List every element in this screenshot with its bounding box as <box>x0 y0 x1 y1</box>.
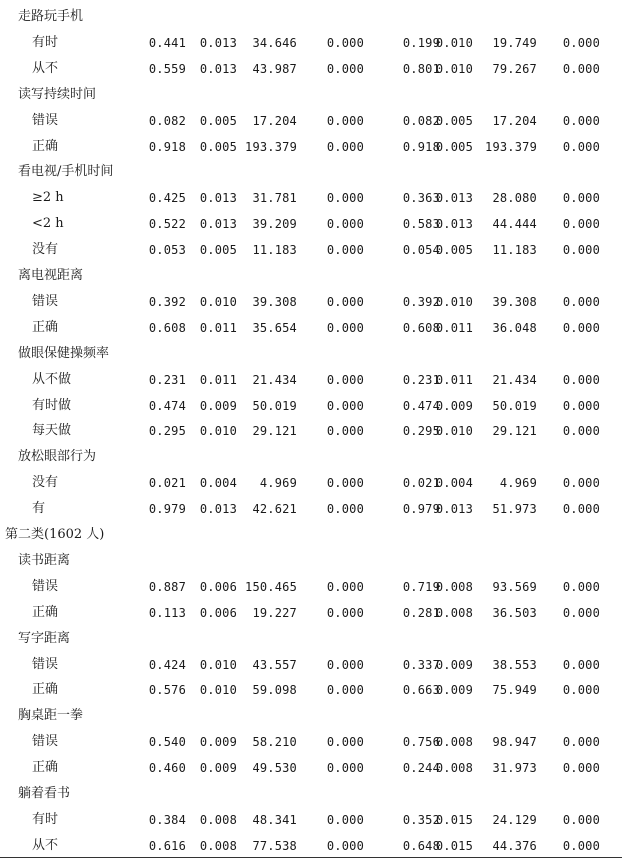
table-cell: 0.000 <box>562 191 600 206</box>
table-cell: 0.082 <box>402 113 440 128</box>
table-cell: 193.379 <box>485 139 537 154</box>
table-row <box>0 677 625 703</box>
table-cell: 0.000 <box>562 838 600 853</box>
table-cell: 0.008 <box>435 605 473 620</box>
table-cell: 0.000 <box>326 683 364 698</box>
table-cell: 0.000 <box>562 424 600 439</box>
group-row <box>0 781 625 807</box>
table-cell: 0.008 <box>199 838 237 853</box>
table-cell: 50.019 <box>252 398 297 413</box>
table-cell: 0.000 <box>326 191 364 206</box>
table-row <box>0 315 625 341</box>
table-cell: 19.749 <box>492 35 537 50</box>
table-cell: 0.979 <box>148 502 186 517</box>
table-cell: 0.199 <box>402 35 440 50</box>
table-cell: 0.522 <box>148 217 186 232</box>
table-row <box>0 30 625 56</box>
group-label: 读书距离 <box>18 552 71 568</box>
row-label: 没有 <box>32 242 59 258</box>
table-row <box>0 367 625 393</box>
table-cell: 0.392 <box>402 294 440 309</box>
table-cell: 0.000 <box>326 476 364 491</box>
table-cell: 0.000 <box>562 35 600 50</box>
table-cell: 0.005 <box>435 139 473 154</box>
group-row <box>0 4 625 30</box>
table-cell: 0.006 <box>199 579 237 594</box>
table-cell: 0.000 <box>562 502 600 517</box>
table-row <box>0 729 625 755</box>
table-row <box>0 56 625 82</box>
table-cell: 0.010 <box>435 294 473 309</box>
group-row <box>0 82 625 108</box>
table-cell: 0.576 <box>148 683 186 698</box>
table-cell: 59.098 <box>252 683 297 698</box>
table-cell: 4.969 <box>259 476 297 491</box>
group-row <box>0 263 625 289</box>
table-cell: 0.008 <box>435 579 473 594</box>
table-cell: 0.010 <box>199 683 237 698</box>
table-cell: 0.979 <box>402 502 440 517</box>
table-row <box>0 574 625 600</box>
table-cell: 0.005 <box>435 243 473 258</box>
table-cell: 0.540 <box>148 735 186 750</box>
table-cell: 11.183 <box>252 243 297 258</box>
group-label: 躺着看书 <box>18 786 71 801</box>
table-cell: 0.004 <box>435 476 473 491</box>
table-cell: 0.616 <box>148 838 186 853</box>
table-cell: 0.392 <box>148 294 186 309</box>
table-cell: 0.011 <box>199 320 237 335</box>
table-cell: 0.008 <box>199 812 237 827</box>
table-cell: 0.113 <box>148 605 186 620</box>
table-cell: 0.005 <box>435 113 473 128</box>
row-label: 从不 <box>32 60 59 76</box>
table-cell: 0.009 <box>199 735 237 750</box>
table-cell: 19.227 <box>252 605 297 620</box>
row-label: 正确 <box>32 682 59 698</box>
table-row <box>0 470 625 496</box>
table-cell: 0.005 <box>199 243 237 258</box>
table-cell: 0.281 <box>402 605 440 620</box>
table-cell: 0.231 <box>148 372 186 387</box>
table-cell: 0.000 <box>326 579 364 594</box>
table-cell: 0.082 <box>148 113 186 128</box>
row-label: 每天做 <box>32 423 72 439</box>
table-cell: 0.474 <box>148 398 186 413</box>
table-cell: 0.000 <box>562 372 600 387</box>
table-cell: 79.267 <box>492 61 537 76</box>
table-cell: 0.000 <box>562 139 600 154</box>
group-label: 写字距离 <box>18 630 71 646</box>
row-label: 有时 <box>32 811 59 827</box>
table-cell: 0.000 <box>562 294 600 309</box>
table-cell: 17.204 <box>492 113 537 128</box>
table-cell: 0.013 <box>435 217 473 232</box>
table-cell: 0.013 <box>199 35 237 50</box>
row-label: 错误 <box>32 112 59 128</box>
table-cell: 0.000 <box>326 217 364 232</box>
table-row <box>0 755 625 781</box>
table-cell: 0.000 <box>326 838 364 853</box>
table-row <box>0 833 625 859</box>
table-cell: 0.000 <box>326 61 364 76</box>
table-cell: 58.210 <box>252 735 297 750</box>
table-cell: 4.969 <box>499 476 537 491</box>
row-label: 从不 <box>32 837 59 853</box>
table-cell: 0.006 <box>199 605 237 620</box>
table-cell: 0.011 <box>435 320 473 335</box>
table-cell: 35.654 <box>252 320 297 335</box>
table-cell: 0.000 <box>326 320 364 335</box>
table-cell: 39.308 <box>492 294 537 309</box>
table-cell: 150.465 <box>245 579 297 594</box>
table-cell: 24.129 <box>492 812 537 827</box>
group-label: 放松眼部行为 <box>18 449 97 465</box>
table-cell: 0.000 <box>326 812 364 827</box>
table-cell: 0.013 <box>199 61 237 76</box>
table-cell: 50.019 <box>492 398 537 413</box>
table-cell: 44.444 <box>492 217 537 232</box>
table-row <box>0 807 625 833</box>
row-label: 有时做 <box>32 397 72 413</box>
row-label: 有时 <box>32 34 59 50</box>
group-row <box>0 703 625 729</box>
group-label: 胸桌距一拳 <box>18 708 84 724</box>
table-cell: 0.000 <box>562 243 600 258</box>
table-cell: 43.557 <box>252 657 297 672</box>
table-cell: 29.121 <box>492 424 537 439</box>
table-cell: 0.000 <box>562 657 600 672</box>
table-cell: 0.010 <box>199 657 237 672</box>
table-cell: 0.244 <box>402 761 440 776</box>
table-cell: 42.621 <box>252 502 297 517</box>
table-cell: 0.583 <box>402 217 440 232</box>
table-cell: 0.000 <box>326 372 364 387</box>
table-cell: 0.013 <box>199 217 237 232</box>
row-label: 从不做 <box>32 371 72 387</box>
table-cell: 0.010 <box>435 61 473 76</box>
table-cell: 0.295 <box>402 424 440 439</box>
table-cell: 0.000 <box>562 761 600 776</box>
table-cell: 0.000 <box>326 243 364 258</box>
table-cell: 0.000 <box>562 579 600 594</box>
table-cell: 36.503 <box>492 605 537 620</box>
row-label: 错误 <box>32 734 59 750</box>
table-row <box>0 652 625 678</box>
row-label: <2 h <box>32 216 64 232</box>
table-cell: 0.000 <box>326 657 364 672</box>
table-cell: 38.553 <box>492 657 537 672</box>
table-cell: 0.000 <box>326 113 364 128</box>
table-cell: 48.341 <box>252 812 297 827</box>
table-cell: 0.000 <box>326 424 364 439</box>
table-cell: 11.183 <box>492 243 537 258</box>
group-row <box>0 626 625 652</box>
table-cell: 0.887 <box>148 579 186 594</box>
table-cell: 17.204 <box>252 113 297 128</box>
table-cell: 0.000 <box>562 398 600 413</box>
table-cell: 0.000 <box>326 139 364 154</box>
table-cell: 0.460 <box>148 761 186 776</box>
table-cell: 31.781 <box>252 191 297 206</box>
table-cell: 0.441 <box>148 35 186 50</box>
table-cell: 0.005 <box>199 113 237 128</box>
table-cell: 0.000 <box>326 761 364 776</box>
table-cell: 93.569 <box>492 579 537 594</box>
table-row <box>0 185 625 211</box>
table-cell: 0.295 <box>148 424 186 439</box>
group-label: 看电视/手机时间 <box>18 164 114 180</box>
group-row <box>0 159 625 185</box>
group-label: 做眼保健操频率 <box>18 345 110 361</box>
table-cell: 29.121 <box>252 424 297 439</box>
table-cell: 0.009 <box>435 398 473 413</box>
table-cell: 0.559 <box>148 61 186 76</box>
table-cell: 0.013 <box>199 502 237 517</box>
table-cell: 0.008 <box>435 735 473 750</box>
table-row <box>0 237 625 263</box>
row-label: 正确 <box>32 319 59 335</box>
table-cell: 0.663 <box>402 683 440 698</box>
table-cell: 0.004 <box>199 476 237 491</box>
table-cell: 0.011 <box>435 372 473 387</box>
table-cell: 0.009 <box>435 657 473 672</box>
row-label: 正确 <box>32 604 59 620</box>
table-cell: 0.918 <box>148 139 186 154</box>
table-cell: 21.434 <box>492 372 537 387</box>
group-row <box>0 444 625 470</box>
table-row <box>0 418 625 444</box>
table-cell: 0.000 <box>562 683 600 698</box>
table-cell: 21.434 <box>252 372 297 387</box>
table-cell: 98.947 <box>492 735 537 750</box>
row-label: 错误 <box>32 578 59 594</box>
group-label: 走路玩手机 <box>18 9 84 24</box>
table-cell: 43.987 <box>252 61 297 76</box>
table-cell: 0.009 <box>199 761 237 776</box>
table-cell: 34.646 <box>252 35 297 50</box>
table-cell: 0.005 <box>199 139 237 154</box>
table-cell: 0.010 <box>435 35 473 50</box>
table-row <box>0 211 625 237</box>
row-label: 错误 <box>32 656 59 672</box>
table-cell: 0.608 <box>148 320 186 335</box>
table-cell: 0.231 <box>402 372 440 387</box>
table-cell: 0.010 <box>435 424 473 439</box>
table-cell: 49.530 <box>252 761 297 776</box>
table-cell: 0.000 <box>562 476 600 491</box>
table-cell: 0.015 <box>435 812 473 827</box>
table-cell: 0.010 <box>199 294 237 309</box>
table-cell: 0.021 <box>148 476 186 491</box>
row-label: ≥2 h <box>32 190 64 206</box>
table-cell: 0.010 <box>199 424 237 439</box>
table-cell: 0.000 <box>562 113 600 128</box>
table-cell: 77.538 <box>252 838 297 853</box>
table-cell: 0.000 <box>326 35 364 50</box>
table-cell: 0.000 <box>562 217 600 232</box>
table-cell: 0.021 <box>402 476 440 491</box>
table-row <box>0 600 625 626</box>
table-cell: 44.376 <box>492 838 537 853</box>
table-cell: 0.425 <box>148 191 186 206</box>
table-cell: 0.011 <box>199 372 237 387</box>
table-cell: 0.000 <box>326 398 364 413</box>
table-cell: 0.000 <box>562 812 600 827</box>
table-cell: 0.009 <box>435 683 473 698</box>
section-row <box>0 522 625 548</box>
table-cell: 0.424 <box>148 657 186 672</box>
table-cell: 0.015 <box>435 838 473 853</box>
table-row <box>0 134 625 160</box>
table-cell: 0.719 <box>402 579 440 594</box>
table-cell: 39.209 <box>252 217 297 232</box>
table-cell: 51.973 <box>492 502 537 517</box>
table-cell: 36.048 <box>492 320 537 335</box>
table-cell: 0.000 <box>326 605 364 620</box>
table-cell: 0.801 <box>402 61 440 76</box>
table-cell: 0.013 <box>435 191 473 206</box>
table-cell: 39.308 <box>252 294 297 309</box>
table-cell: 0.756 <box>402 735 440 750</box>
table-cell: 0.009 <box>199 398 237 413</box>
table-cell: 0.053 <box>148 243 186 258</box>
row-label: 正确 <box>32 138 59 154</box>
table-cell: 0.648 <box>402 838 440 853</box>
table-cell: 0.013 <box>435 502 473 517</box>
table-cell: 0.000 <box>562 320 600 335</box>
table-cell: 0.054 <box>402 243 440 258</box>
table-cell: 0.608 <box>402 320 440 335</box>
row-label: 错误 <box>32 293 59 309</box>
row-label: 正确 <box>32 760 59 776</box>
table-cell: 0.000 <box>562 735 600 750</box>
table-cell: 28.080 <box>492 191 537 206</box>
table-cell: 0.918 <box>402 139 440 154</box>
table-cell: 0.363 <box>402 191 440 206</box>
table-cell: 0.337 <box>402 657 440 672</box>
table-cell: 31.973 <box>492 761 537 776</box>
table-cell: 0.013 <box>199 191 237 206</box>
table-row <box>0 289 625 315</box>
table-cell: 0.000 <box>326 735 364 750</box>
table-cell: 0.000 <box>562 605 600 620</box>
table-row <box>0 108 625 134</box>
table-cell: 193.379 <box>245 139 297 154</box>
group-label: 离电视距离 <box>18 268 84 283</box>
table-cell: 0.384 <box>148 812 186 827</box>
section-label: 第二类(1602 人) <box>5 527 105 542</box>
table-cell: 0.352 <box>402 812 440 827</box>
group-row <box>0 341 625 367</box>
table-bottom-rule <box>0 857 622 858</box>
table-cell: 75.949 <box>492 683 537 698</box>
row-label: 有 <box>32 501 46 517</box>
group-label: 读写持续时间 <box>18 86 97 102</box>
table-cell: 0.000 <box>326 502 364 517</box>
table-cell: 0.000 <box>562 61 600 76</box>
group-row <box>0 548 625 574</box>
table-cell: 0.474 <box>402 398 440 413</box>
row-label: 没有 <box>32 475 59 491</box>
table-cell: 0.008 <box>435 761 473 776</box>
table-cell: 0.000 <box>326 294 364 309</box>
table-row <box>0 393 625 419</box>
table-row <box>0 496 625 522</box>
